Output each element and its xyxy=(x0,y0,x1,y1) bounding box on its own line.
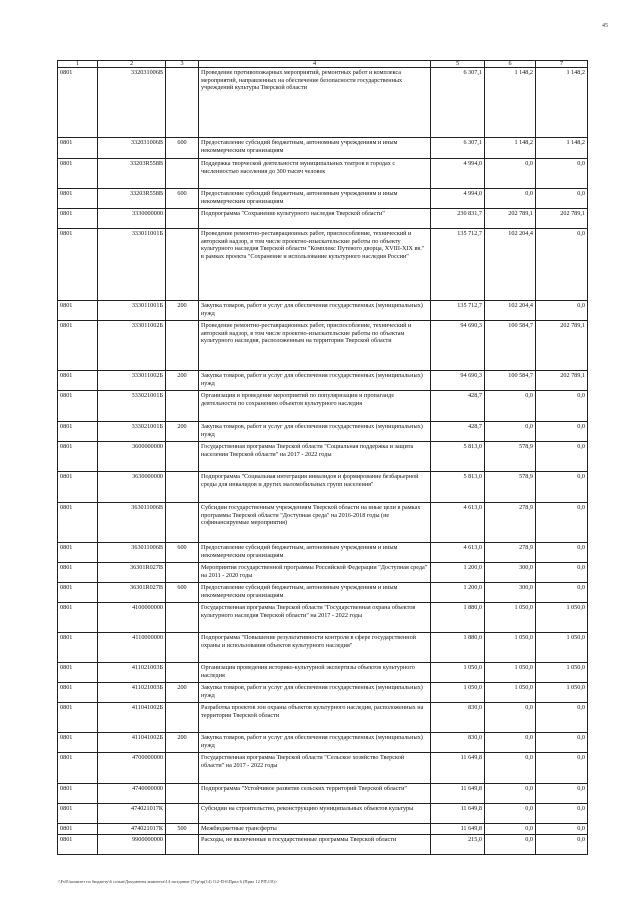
target-article-cell: 3630000000 xyxy=(98,472,166,503)
target-article-cell: 333021001Б xyxy=(98,422,166,442)
description-cell: Субсидии государственным учреждениям Тверской области на иные цели в рамках программы Тверской области "Доступная среда" на 2016-2018 годы (не софинансируемые мероприятия) xyxy=(199,503,431,543)
expense-type-cell xyxy=(166,209,199,229)
amount-2020-cell: 0,0 xyxy=(536,422,588,442)
amount-2019-cell: 300,0 xyxy=(485,563,536,583)
section-code-cell: 0801 xyxy=(58,422,98,442)
target-article-cell: 411021003Б xyxy=(98,683,166,703)
target-article-cell: 333011001Б xyxy=(98,229,166,301)
target-article-cell: 333021001Б xyxy=(98,391,166,422)
amount-2020-cell: 0,0 xyxy=(536,543,588,563)
amount-2019-cell: 0,0 xyxy=(485,835,536,855)
section-code-cell: 0801 xyxy=(58,663,98,683)
amount-2019-cell: 1 050,0 xyxy=(485,683,536,703)
amount-2019-cell: 578,9 xyxy=(485,442,536,472)
amount-2018-cell: 1 200,0 xyxy=(431,563,485,583)
amount-2020-cell: 1 148,2 xyxy=(536,138,588,159)
amount-2020-cell: 0,0 xyxy=(536,753,588,784)
target-article-cell: 3330000000 xyxy=(98,209,166,229)
section-code-cell: 0801 xyxy=(58,703,98,733)
table-row xyxy=(58,472,588,503)
table-row xyxy=(58,583,588,603)
table-row xyxy=(58,159,588,189)
target-article-cell: 4700000000 xyxy=(98,753,166,784)
table-row xyxy=(58,824,588,835)
header-col-6: 6 xyxy=(485,61,536,68)
description-cell: Подпрограмма "Повышение результативности контроля в сфере государственной охраны и использования объектов культурного наследия" xyxy=(199,633,431,663)
section-code-cell: 0801 xyxy=(58,138,98,159)
amount-2019-cell: 0,0 xyxy=(485,804,536,824)
section-code-cell: 0801 xyxy=(58,784,98,804)
amount-2020-cell: 0,0 xyxy=(536,583,588,603)
expense-type-cell: 600 xyxy=(166,543,199,563)
amount-2019-cell: 102 204,4 xyxy=(485,229,536,301)
table-row xyxy=(58,784,588,804)
expense-type-cell xyxy=(166,321,199,371)
target-article-cell: 474021017К xyxy=(98,804,166,824)
description-cell: Подпрограмма "Сохранение культурного наследия Тверской области" xyxy=(199,209,431,229)
amount-2020-cell: 1 148,2 xyxy=(536,68,588,138)
amount-2020-cell: 0,0 xyxy=(536,229,588,301)
description-cell: Закупка товаров, работ и услуг для обеспечения государственных (муниципальных) нужд xyxy=(199,683,431,703)
budget-table xyxy=(57,60,588,855)
header-col-7: 7 xyxy=(536,61,588,68)
table-row xyxy=(58,301,588,321)
target-article-cell: 363011006В xyxy=(98,543,166,563)
expense-type-cell xyxy=(166,603,199,633)
section-code-cell: 0801 xyxy=(58,804,98,824)
amount-2019-cell: 0,0 xyxy=(485,422,536,442)
expense-type-cell xyxy=(166,663,199,683)
amount-2019-cell: 278,9 xyxy=(485,503,536,543)
table-row xyxy=(58,563,588,583)
amount-2019-cell: 278,9 xyxy=(485,543,536,563)
table-row xyxy=(58,229,588,301)
amount-2018-cell: 4 613,0 xyxy=(431,543,485,563)
description-cell: Проведение ремонтно-реставрационных работ, приспособление, технический и авторский надзор, в том числе проектно-изыскательские работы по объектам культурного наследия, расположенным на территории Тверской области xyxy=(199,321,431,371)
amount-2020-cell: 1 050,0 xyxy=(536,663,588,683)
section-code-cell: 0801 xyxy=(58,543,98,563)
amount-2020-cell: 202 789,1 xyxy=(536,371,588,391)
expense-type-cell xyxy=(166,835,199,855)
description-cell: Расходы, не включенные в государственные программы Тверской области xyxy=(199,835,431,855)
amount-2020-cell: 1 050,0 xyxy=(536,633,588,663)
section-code-cell: 0801 xyxy=(58,301,98,321)
header-col-3: 3 xyxy=(166,61,199,68)
expense-type-cell: 600 xyxy=(166,189,199,209)
section-code-cell: 0801 xyxy=(58,603,98,633)
expense-type-cell xyxy=(166,159,199,189)
expense-type-cell xyxy=(166,68,199,138)
target-article-cell: 332031006В xyxy=(98,138,166,159)
amount-2018-cell: 830,0 xyxy=(431,733,485,753)
amount-2019-cell: 0,0 xyxy=(485,189,536,209)
amount-2019-cell: 100 584,7 xyxy=(485,371,536,391)
description-cell: Закупка товаров, работ и услуг для обеспечения государственных (муниципальных) нужд xyxy=(199,733,431,753)
amount-2020-cell: 0,0 xyxy=(536,189,588,209)
target-article-cell: 33203R558В xyxy=(98,189,166,209)
amount-2019-cell: 102 204,4 xyxy=(485,301,536,321)
section-code-cell: 0801 xyxy=(58,835,98,855)
amount-2020-cell: 0,0 xyxy=(536,835,588,855)
description-cell: Проведение противопожарных мероприятий, ремонтных работ и комплекса мероприятий, направленных на обеспечение безопасности государственных учреждений культуры Тверской области xyxy=(199,68,431,138)
section-code-cell: 0801 xyxy=(58,371,98,391)
expense-type-cell: 500 xyxy=(166,824,199,835)
amount-2019-cell: 1 148,2 xyxy=(485,68,536,138)
section-code-cell: 0801 xyxy=(58,68,98,138)
amount-2020-cell: 0,0 xyxy=(536,804,588,824)
section-code-cell: 0801 xyxy=(58,159,98,189)
page-number: 45 xyxy=(602,23,608,29)
table-row xyxy=(58,663,588,683)
amount-2019-cell: 0,0 xyxy=(485,391,536,422)
target-article-cell: 411021003Б xyxy=(98,663,166,683)
description-cell: Субсидии на строительство, реконструкцию муниципальных объектов культуры xyxy=(199,804,431,824)
expense-type-cell: 600 xyxy=(166,138,199,159)
section-code-cell: 0801 xyxy=(58,472,98,503)
table-row xyxy=(58,703,588,733)
target-article-cell: 9900000000 xyxy=(98,835,166,855)
expense-type-cell xyxy=(166,804,199,824)
amount-2020-cell: 0,0 xyxy=(536,784,588,804)
expense-type-cell: 200 xyxy=(166,301,199,321)
section-code-cell: 0801 xyxy=(58,733,98,753)
amount-2018-cell: 215,0 xyxy=(431,835,485,855)
section-code-cell: 0801 xyxy=(58,563,98,583)
expense-type-cell xyxy=(166,472,199,503)
table-body xyxy=(58,68,588,855)
description-cell: Закупка товаров, работ и услуг для обеспечения государственных (муниципальных) нужд xyxy=(199,301,431,321)
table-row xyxy=(58,633,588,663)
section-code-cell: 0801 xyxy=(58,189,98,209)
amount-2018-cell: 4 994,0 xyxy=(431,189,485,209)
amount-2020-cell: 1 050,0 xyxy=(536,683,588,703)
table-row xyxy=(58,543,588,563)
expense-type-cell: 200 xyxy=(166,422,199,442)
amount-2019-cell: 0,0 xyxy=(485,824,536,835)
table-row xyxy=(58,835,588,855)
amount-2018-cell: 94 690,3 xyxy=(431,371,485,391)
amount-2019-cell: 1 050,0 xyxy=(485,633,536,663)
amount-2018-cell: 428,7 xyxy=(431,391,485,422)
description-cell: Разработка проектов зон охраны объектов культурного наследия, расположенных на территории Тверской области xyxy=(199,703,431,733)
description-cell: Поддержка творческой деятельности муниципальных театров в городах с численностью населения до 300 тысяч человек xyxy=(199,159,431,189)
header-row xyxy=(58,61,588,68)
expense-type-cell xyxy=(166,503,199,543)
amount-2018-cell: 6 307,1 xyxy=(431,68,485,138)
section-code-cell: 0801 xyxy=(58,503,98,543)
amount-2020-cell: 202 789,1 xyxy=(536,209,588,229)
table-row xyxy=(58,683,588,703)
description-cell: Предоставление субсидий бюджетным, автономным учреждениям и иным некоммерческим организациям xyxy=(199,583,431,603)
amount-2018-cell: 11 649,8 xyxy=(431,824,485,835)
expense-type-cell xyxy=(166,703,199,733)
section-code-cell: 0801 xyxy=(58,633,98,663)
table-row xyxy=(58,733,588,753)
target-article-cell: 36301R027В xyxy=(98,563,166,583)
description-cell: Предоставление субсидий бюджетным, автономным учреждениям и иным некоммерческим организациям xyxy=(199,138,431,159)
amount-2018-cell: 830,0 xyxy=(431,703,485,733)
amount-2020-cell: 0,0 xyxy=(536,733,588,753)
table-row xyxy=(58,321,588,371)
table-row xyxy=(58,189,588,209)
target-article-cell: 4110000000 xyxy=(98,633,166,663)
table-row xyxy=(58,442,588,472)
description-cell: Закупка товаров, работ и услуг для обеспечения государственных (муниципальных) нужд xyxy=(199,371,431,391)
table-row xyxy=(58,209,588,229)
expense-type-cell: 200 xyxy=(166,371,199,391)
amount-2020-cell: 0,0 xyxy=(536,159,588,189)
description-cell: Мероприятия государственной программы Российской Федерации "Доступная среда" на 2011 - 2020 годы xyxy=(199,563,431,583)
target-article-cell: 474021017К xyxy=(98,824,166,835)
amount-2020-cell: 0,0 xyxy=(536,391,588,422)
amount-2019-cell: 1 050,0 xyxy=(485,663,536,683)
section-code-cell: 0801 xyxy=(58,753,98,784)
description-cell: Предоставление субсидий бюджетным, автономным учреждениям и иным некоммерческим организациям xyxy=(199,543,431,563)
table-row xyxy=(58,138,588,159)
amount-2020-cell: 0,0 xyxy=(536,472,588,503)
amount-2018-cell: 11 649,8 xyxy=(431,753,485,784)
amount-2019-cell: 202 789,1 xyxy=(485,209,536,229)
amount-2020-cell: 1 050,0 xyxy=(536,603,588,633)
section-code-cell: 0801 xyxy=(58,442,98,472)
description-cell: Подпрограмма "Социальная интеграция инвалидов и формирование безбарьерной среды для инвалидов и других маломобильных групп населения" xyxy=(199,472,431,503)
amount-2020-cell: 0,0 xyxy=(536,824,588,835)
target-article-cell: 3600000000 xyxy=(98,442,166,472)
description-cell: Государственная программа Тверской области "Государственная охрана объектов культурного наследия Тверской области" на 2017 - 2022 годы xyxy=(199,603,431,633)
amount-2018-cell: 1 880,0 xyxy=(431,633,485,663)
amount-2019-cell: 0,0 xyxy=(485,753,536,784)
description-cell: Организация проведения историко-культурной экспертизы объектов культурного наследия xyxy=(199,663,431,683)
amount-2018-cell: 1 050,0 xyxy=(431,663,485,683)
description-cell: Государственная программа Тверской области "Сельское хозяйство Тверской области" на 2017 - 2022 годы xyxy=(199,753,431,784)
amount-2018-cell: 11 649,8 xyxy=(431,784,485,804)
expense-type-cell: 600 xyxy=(166,583,199,603)
amount-2018-cell: 428,7 xyxy=(431,422,485,442)
amount-2018-cell: 4 994,0 xyxy=(431,159,485,189)
amount-2019-cell: 0,0 xyxy=(485,703,536,733)
amount-2018-cell: 4 613,0 xyxy=(431,503,485,543)
amount-2018-cell: 1 050,0 xyxy=(431,683,485,703)
target-article-cell: 333011001Б xyxy=(98,301,166,321)
target-article-cell: 411041002Б xyxy=(98,733,166,753)
amount-2018-cell: 5 813,0 xyxy=(431,472,485,503)
table-row xyxy=(58,68,588,138)
amount-2018-cell: 6 307,1 xyxy=(431,138,485,159)
amount-2020-cell: 0,0 xyxy=(536,301,588,321)
amount-2018-cell: 1 200,0 xyxy=(431,583,485,603)
table-row xyxy=(58,503,588,543)
target-article-cell: 4740000000 xyxy=(98,784,166,804)
description-cell: Межбюджетные трансферты xyxy=(199,824,431,835)
target-article-cell: 333011002Б xyxy=(98,321,166,371)
amount-2019-cell: 0,0 xyxy=(485,159,536,189)
description-cell: Государственная программа Тверской области "Социальная поддержка и защита населения Тверской области" на 2017 - 2022 годы xyxy=(199,442,431,472)
target-article-cell: 33203R558В xyxy=(98,159,166,189)
target-article-cell: 333011002Б xyxy=(98,371,166,391)
description-cell: Предоставление субсидий бюджетным, автономным учреждениям и иным некоммерческим организациям xyxy=(199,189,431,209)
header-col-5: 5 xyxy=(431,61,485,68)
table-row xyxy=(58,371,588,391)
target-article-cell: 332031006В xyxy=(98,68,166,138)
table-row xyxy=(58,422,588,442)
header-col-2: 2 xyxy=(98,61,166,68)
section-code-cell: 0801 xyxy=(58,683,98,703)
amount-2018-cell: 5 813,0 xyxy=(431,442,485,472)
amount-2019-cell: 100 584,7 xyxy=(485,321,536,371)
description-cell: Проведение ремонтно-реставрационных работ, приспособление, технический и авторский надзор, в том числе проектно-изыскательские работы по объекту культурного наследия Тверской области "Комплекс Путевого дворца, XVIII-XIX вв." в рамках проекта "Сохранение и использование культурного наследия России" xyxy=(199,229,431,301)
amount-2019-cell: 1 050,0 xyxy=(485,603,536,633)
expense-type-cell xyxy=(166,633,199,663)
header-col-1: 1 xyxy=(58,61,98,68)
expense-type-cell xyxy=(166,563,199,583)
target-article-cell: 363011006В xyxy=(98,503,166,543)
header-col-4: 4 xyxy=(199,61,431,68)
section-code-cell: 0801 xyxy=(58,583,98,603)
amount-2020-cell: 0,0 xyxy=(536,442,588,472)
section-code-cell: 0801 xyxy=(58,391,98,422)
section-code-cell: 0801 xyxy=(58,209,98,229)
expense-type-cell xyxy=(166,753,199,784)
amount-2019-cell: 300,0 xyxy=(485,583,536,603)
amount-2018-cell: 11 649,8 xyxy=(431,804,485,824)
amount-2019-cell: 0,0 xyxy=(485,784,536,804)
amount-2020-cell: 0,0 xyxy=(536,703,588,733)
expense-type-cell xyxy=(166,442,199,472)
section-code-cell: 0801 xyxy=(58,321,98,371)
target-article-cell: 36301R027В xyxy=(98,583,166,603)
target-article-cell: 4100000000 xyxy=(98,603,166,633)
expense-type-cell: 200 xyxy=(166,683,199,703)
expense-type-cell xyxy=(166,391,199,422)
amount-2018-cell: 135 712,7 xyxy=(431,301,485,321)
description-cell: Закупка товаров, работ и услуг для обеспечения государственных (муниципальных) нужд xyxy=(199,422,431,442)
amount-2020-cell: 202 789,1 xyxy=(536,321,588,371)
amount-2019-cell: 0,0 xyxy=(485,733,536,753)
amount-2019-cell: 1 148,2 xyxy=(485,138,536,159)
section-code-cell: 0801 xyxy=(58,229,98,301)
expense-type-cell xyxy=(166,229,199,301)
table-row xyxy=(58,804,588,824)
amount-2018-cell: 1 880,0 xyxy=(431,603,485,633)
table-row xyxy=(58,603,588,633)
amount-2019-cell: 578,9 xyxy=(485,472,536,503)
expense-type-cell xyxy=(166,784,199,804)
description-cell: Организация и проведение мероприятий по популяризации и пропаганде деятельности по сохранению объектов культурного наследия xyxy=(199,391,431,422)
amount-2020-cell: 0,0 xyxy=(536,503,588,543)
target-article-cell: 411041002Б xyxy=(98,703,166,733)
footer-file-path: \\Fs01\комитет по бюджету\6 созыв\Документы комитета\14 заседание (7)\р\зр(14) 112-П-6\Прил 6 (Прил 12 РП\1\8)> xyxy=(58,879,278,884)
amount-2018-cell: 230 831,7 xyxy=(431,209,485,229)
amount-2018-cell: 94 690,3 xyxy=(431,321,485,371)
description-cell: Подпрограмма "Устойчивое развитие сельских территорий Тверской области" xyxy=(199,784,431,804)
amount-2018-cell: 135 712,7 xyxy=(431,229,485,301)
table-row xyxy=(58,753,588,784)
amount-2020-cell: 0,0 xyxy=(536,563,588,583)
table-row xyxy=(58,391,588,422)
expense-type-cell: 200 xyxy=(166,733,199,753)
section-code-cell: 0801 xyxy=(58,824,98,835)
